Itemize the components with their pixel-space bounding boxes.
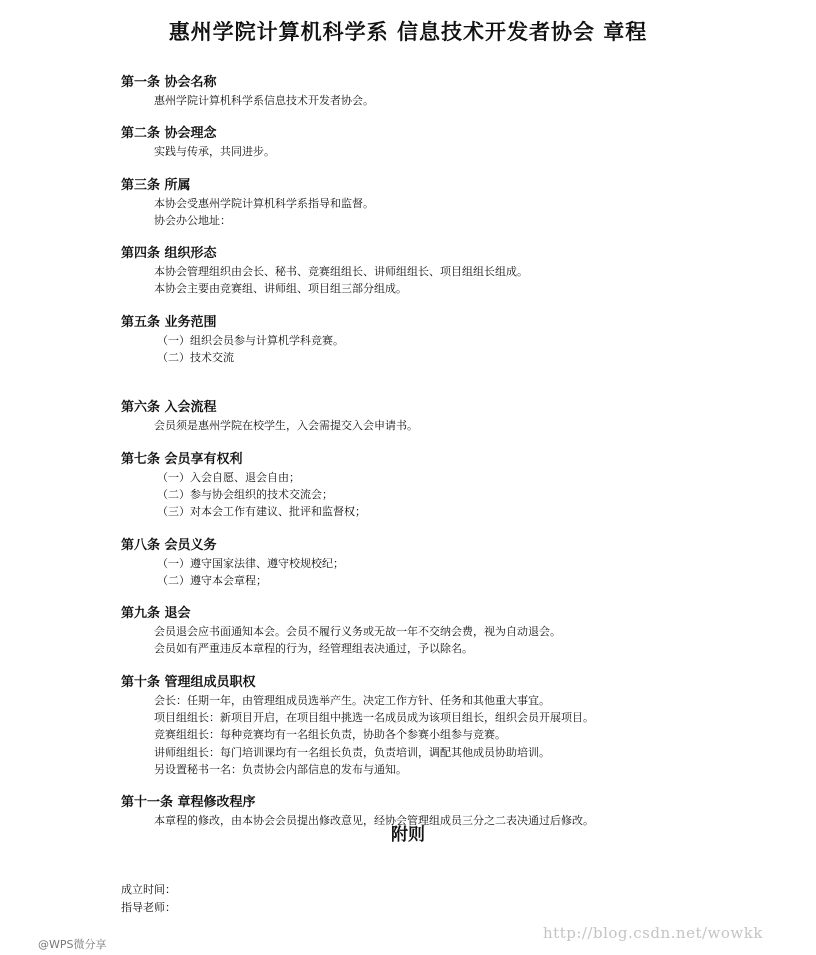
- article-section: [121, 124, 771, 160]
- article-line: 本章程的修改，由本协会会员提出修改意见，经协会管理组成员三分之二表决通过后修改。: [154, 814, 594, 828]
- footer-fields: [121, 881, 176, 917]
- article-line: （二）遵守本会章程；: [157, 573, 267, 587]
- article-heading: 第十条 管理组成员职权: [121, 674, 256, 690]
- established-label: 成立时间：: [121, 883, 176, 896]
- section-gap: [121, 521, 771, 536]
- article-heading: 第九条 退会: [121, 606, 191, 622]
- article-line: 惠州学院计算机科学系信息技术开发者协会。: [154, 94, 374, 107]
- section-gap: [121, 589, 771, 604]
- wps-share-label: @WPS微分享: [38, 938, 107, 951]
- article-heading: 第五条 业务范围: [121, 314, 217, 330]
- article-line: （一）入会自愿、退会自由；: [157, 470, 300, 484]
- article-heading: 第六条 入会流程: [121, 400, 217, 416]
- article-section: [121, 244, 771, 298]
- article-section: [121, 450, 771, 521]
- article-section: [121, 604, 771, 658]
- appendix-title: 附则: [391, 825, 425, 845]
- article-heading: 第二条 协会理念: [121, 126, 217, 142]
- article-heading: 第七条 会员享有权利: [121, 451, 243, 467]
- article-heading: 第一条 协会名称: [121, 75, 217, 90]
- article-line: （二）参与协会组织的技术交流会；: [157, 487, 333, 501]
- section-gap: [121, 161, 771, 176]
- article-line: 会长：任期一年，由管理组成员选举产生。决定工作方针、任务和其他重大事宜。: [154, 693, 550, 707]
- document-body: [121, 73, 771, 830]
- article-section: [121, 176, 771, 230]
- article-section: [121, 73, 771, 109]
- article-line: 本协会主要由竞赛组、讲师组、项目组三部分组成。: [154, 282, 407, 296]
- article-line: 会员如有严重违反本章程的行为，经管理组表决通过，予以除名。: [154, 642, 473, 656]
- article-line: 项目组组长：新项目开启，在项目组中挑选一名成员成为该项目组长，组织会员开展项目。: [154, 711, 594, 725]
- section-gap: [121, 298, 771, 313]
- article-line: 会员须是惠州学院在校学生，入会需提交入会申请书。: [154, 419, 418, 433]
- section-gap: [121, 658, 771, 673]
- article-line: （一）遵守国家法律、遵守校规校纪；: [157, 556, 344, 570]
- section-gap: [121, 778, 771, 793]
- document-title: 惠州学院计算机科学系 信息技术开发者协会 章程: [168, 20, 648, 44]
- wps-share-mark: [38, 936, 107, 952]
- article-heading: 第四条 组织形态: [121, 246, 217, 262]
- section-gap: [121, 229, 771, 244]
- article-section: [121, 673, 771, 778]
- advisor-label: 指导老师：: [121, 901, 176, 914]
- article-heading: 第十一条 章程修改程序: [121, 795, 256, 811]
- article-line: 竞赛组组长：每种竞赛均有一名组长负责，协助各个参赛小组参与竞赛。: [154, 728, 506, 742]
- article-line: 本协会受惠州学院计算机科学系指导和监督。: [154, 196, 374, 210]
- article-section: [121, 536, 771, 590]
- article-line: （三）对本会工作有建议、批评和监督权；: [157, 505, 366, 519]
- section-gap: [121, 435, 771, 450]
- article-section: [121, 313, 771, 367]
- section-gap: [121, 366, 771, 398]
- section-gap: [121, 109, 771, 124]
- article-line: （二）技术交流: [157, 351, 234, 365]
- article-section: [121, 398, 771, 434]
- article-heading: 第三条 所属: [121, 177, 191, 193]
- article-line: 会员退会应书面通知本会。会员不履行义务或无故一年不交纳会费，视为自动退会。: [154, 625, 561, 639]
- article-line: 讲师组组长：每门培训课均有一名组长负责，负责培训，调配其他成员协助培训。: [154, 745, 550, 759]
- article-line: 另设置秘书一名：负责协会内部信息的发布与通知。: [154, 762, 407, 776]
- article-heading: 第八条 会员义务: [121, 537, 217, 553]
- article-line: 协会办公地址：: [154, 213, 231, 227]
- article-line: 本协会管理组织由会长、秘书、竞赛组组长、讲师组组长、项目组组长组成。: [154, 265, 528, 279]
- blog-watermark: http://blog.csdn.net/wowkk: [543, 924, 763, 942]
- article-line: 实践与传承，共同进步。: [154, 145, 275, 159]
- article-line: （一）组织会员参与计算机学科竞赛。: [157, 333, 344, 347]
